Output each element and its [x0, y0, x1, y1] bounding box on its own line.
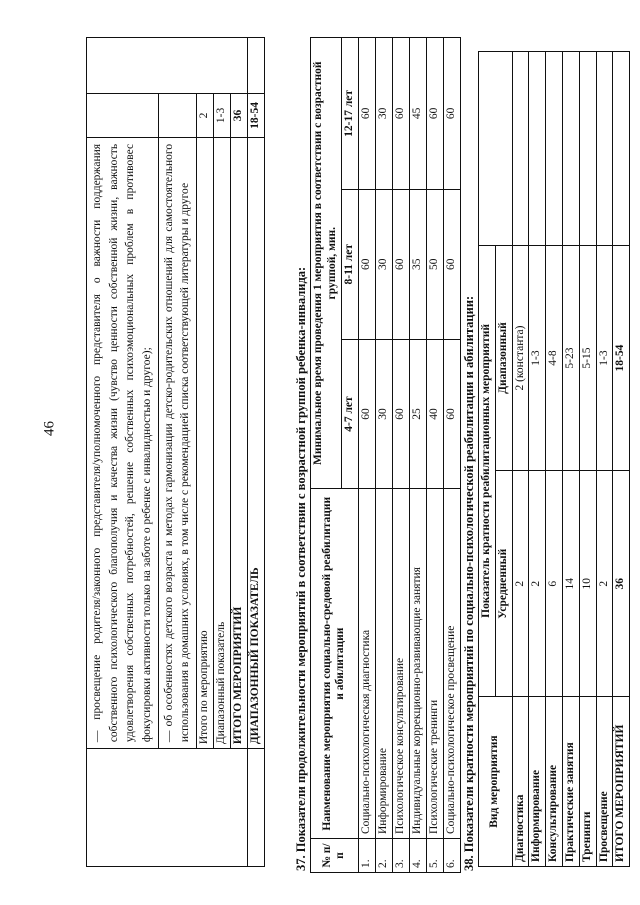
summary-label-total: ИТОГО МЕРОПРИЯТИЙ [231, 137, 248, 748]
row-value: 40 [426, 339, 443, 489]
row-number: 4. [409, 839, 426, 873]
summary-value-range: 18-54 [248, 93, 265, 137]
table-row [375, 38, 392, 873]
row-value: 50 [426, 189, 443, 339]
row-name: Информирование [375, 489, 392, 839]
row-value: 35 [409, 189, 426, 339]
row-name-total: ИТОГО МЕРОПРИЯТИЙ [613, 697, 630, 867]
row-number: 3. [392, 839, 409, 873]
row-range: 5-23 [562, 245, 579, 471]
empty-cell [248, 749, 265, 867]
row-avg-total: 36 [613, 471, 630, 697]
col-avg-header: Усредненный [495, 471, 512, 697]
row-avg: 10 [579, 471, 596, 697]
row-name: Социально-психологическая диагностика [358, 489, 375, 839]
row-value: 60 [426, 38, 443, 190]
empty-cell [562, 52, 579, 246]
row-value: 30 [375, 339, 392, 489]
row-range: 5-15 [579, 245, 596, 471]
col-group-header: Показатель кратности реабилитационных мероприятий [479, 245, 496, 696]
row-value: 60 [443, 339, 460, 489]
bullet-parents: — просвещение родителя/законного представителя/уполномоченного представителя о важности поддержания собственного психологического благополучия и качества жизни (чувство ценности собственной жизни, важность удовлетворения собственных потребностей, решение собственных психоэмоциональных проблем в противовес фокусировки активности только на заботе о ребенке с инвалидностью и другое); [87, 137, 159, 748]
row-name: Индивидуальные коррекционно-развивающие занятия [409, 489, 426, 839]
empty-cell [579, 52, 596, 246]
row-name: Практические занятия [562, 697, 579, 867]
row-name: Социально-психологическое просвещение [443, 489, 460, 839]
row-avg: 2 [529, 471, 546, 697]
summary-value: 2 [197, 93, 214, 137]
row-avg: 2 [596, 471, 613, 697]
empty-cell [596, 52, 613, 246]
summary-value: 1-3 [214, 93, 231, 137]
empty-cell [512, 52, 529, 246]
empty-cell [87, 749, 248, 867]
table-row [579, 52, 596, 867]
summary-value-total: 36 [231, 93, 248, 137]
row-value: 45 [409, 38, 426, 190]
empty-cell [613, 52, 630, 246]
table-row [546, 52, 563, 867]
row-name: Консультирование [546, 697, 563, 867]
age-group-header: 8-11 лет [341, 189, 358, 339]
row-value: 30 [375, 38, 392, 190]
empty-cell [529, 52, 546, 246]
col-type-header: Вид мероприятия [479, 697, 513, 867]
rotated-document [28, 25, 628, 885]
bullet-age-features: — об особенностях детского возраста и методах гармонизации детско-родительских отношений для самостоятельного использования в домашних условиях, в том числе с рекомендацией списка соответствующей литературы и другое [158, 137, 196, 748]
col-name-header: Наименование мероприятия социально-средовой реабилитации и абилитации [311, 489, 359, 839]
empty-cell [248, 38, 265, 94]
table-row [529, 52, 546, 867]
summary-label-range: ДИАПАЗОННЫЙ ПОКАЗАТЕЛЬ [248, 137, 265, 748]
row-value: 60 [358, 38, 375, 190]
row-name: Психологические тренинги [426, 489, 443, 839]
table-row [596, 52, 613, 867]
table-row [512, 52, 529, 867]
summary-label: Итого по мероприятию [197, 137, 214, 748]
section-38-heading: 38. Показатели кратности мероприятий по социально-психологической реабилитации и абилитации: [462, 295, 476, 871]
row-number: 5. [426, 839, 443, 873]
row-name: Тренинги [579, 697, 596, 867]
table-row [443, 38, 460, 873]
row-number: 1. [358, 839, 375, 873]
row-number: 6. [443, 839, 460, 873]
page-number: 46 [41, 421, 58, 436]
row-value: 60 [443, 38, 460, 190]
empty-cell [87, 93, 159, 137]
row-range: 1-3 [529, 245, 546, 471]
row-range: 2 (константа) [512, 245, 529, 471]
age-group-header: 12-17 лет [341, 38, 358, 190]
empty-cell [479, 52, 513, 246]
row-value: 60 [392, 189, 409, 339]
row-number: 2. [375, 839, 392, 873]
row-value: 25 [409, 339, 426, 489]
row-name: Диагностика [512, 697, 529, 867]
table-row [409, 38, 426, 873]
empty-cell [87, 38, 248, 94]
table-row-total [613, 52, 630, 867]
row-value: 60 [392, 38, 409, 190]
col-range-header: Диапазонный [495, 245, 512, 471]
continuation-table [86, 37, 265, 867]
frequency-table [478, 51, 630, 867]
row-avg: 14 [562, 471, 579, 697]
section-37-heading: 37. Показатели продолжительности мероприятий в соответствии с возрастной группой ребенка-инвалида: [294, 266, 308, 871]
row-value: 60 [358, 339, 375, 489]
row-value: 60 [443, 189, 460, 339]
table-row [426, 38, 443, 873]
table-row [392, 38, 409, 873]
row-value: 60 [392, 339, 409, 489]
row-name: Информирование [529, 697, 546, 867]
row-name: Просвещение [596, 697, 613, 867]
empty-cell [546, 52, 563, 246]
row-avg: 6 [546, 471, 563, 697]
summary-label: Диапазонный показатель [214, 137, 231, 748]
row-name: Психологическое консультирование [392, 489, 409, 839]
row-avg: 2 [512, 471, 529, 697]
col-number-header: № п/п [311, 839, 359, 873]
row-range: 1-3 [596, 245, 613, 471]
col-time-header: Минимальное время проведения 1 мероприятия в соответствии с возрастной группой, мин. [311, 38, 342, 489]
row-value: 60 [358, 189, 375, 339]
age-group-header: 4-7 лет [341, 339, 358, 489]
table-row [562, 52, 579, 867]
row-value: 30 [375, 189, 392, 339]
duration-table [310, 37, 461, 873]
row-range: 4-8 [546, 245, 563, 471]
table-row [358, 38, 375, 873]
row-range-total: 18-54 [613, 245, 630, 471]
empty-cell [158, 93, 196, 137]
